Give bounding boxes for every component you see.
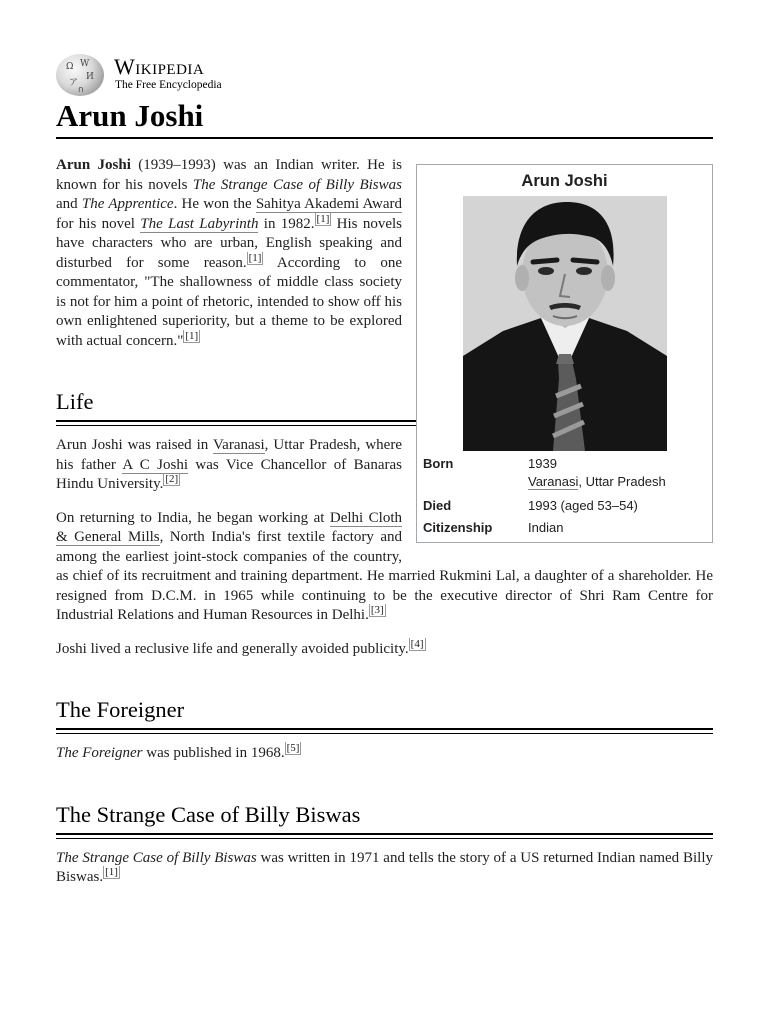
novel-link[interactable]: The Last Labyrinth bbox=[140, 215, 259, 232]
reference-link[interactable]: [1] bbox=[316, 212, 330, 225]
infobox bbox=[416, 164, 713, 543]
article-body bbox=[56, 156, 713, 902]
intro-text: in 1982. bbox=[258, 215, 315, 232]
dcm-link[interactable]: Delhi Cloth & General Mills bbox=[56, 509, 402, 545]
section-heading-life: Life bbox=[56, 389, 94, 414]
life-text: On returning to India, he began working at bbox=[56, 509, 330, 526]
varanasi-link[interactable]: Varanasi bbox=[213, 437, 265, 453]
life-text: Arun Joshi was raised in bbox=[56, 437, 213, 453]
wikipedia-wordmark: Wikipedia bbox=[114, 54, 205, 79]
portrait-photo[interactable] bbox=[463, 196, 667, 451]
infobox-row-citizenship bbox=[423, 519, 706, 537]
intro-text: . He won the bbox=[173, 196, 256, 212]
intro-text: (1939–1993) was an Indian writer. He is known for his novels bbox=[56, 157, 402, 193]
reference-link[interactable]: [1] bbox=[248, 251, 262, 264]
reference-link[interactable]: [1] bbox=[185, 329, 199, 342]
section-rule bbox=[56, 728, 713, 734]
life-text: Joshi lived a reclusive life and generally avoided publicity. bbox=[56, 640, 409, 657]
born-year: 1939 bbox=[528, 456, 557, 471]
novel-title: The Strange Case of Billy Biswas bbox=[56, 849, 257, 866]
portrait-image bbox=[463, 196, 667, 451]
intro-text: and bbox=[56, 196, 82, 212]
infobox-title: Arun Joshi bbox=[521, 172, 608, 190]
born-place-link[interactable]: Varanasi bbox=[528, 474, 579, 489]
infobox-row-born bbox=[423, 455, 706, 491]
wikipedia-logo[interactable] bbox=[56, 54, 256, 98]
intro-text: According to one commentator, "The shallowness of middle class society is not for him a point of rhetoric, intended to show off his own enlightened superiority, but a theme to be explored with actual concern." bbox=[56, 254, 402, 349]
infobox-label-died: Died bbox=[423, 498, 452, 513]
infobox-value-citizenship: Indian bbox=[528, 520, 564, 535]
infobox-row-died bbox=[423, 497, 706, 515]
billy-biswas-text: was written in 1971 and tells the story of a US returned Indian named Billy Biswas. bbox=[56, 849, 713, 885]
novel-title: The Strange Case of Billy Biswas bbox=[192, 176, 402, 193]
reference-link[interactable]: [3] bbox=[370, 604, 384, 616]
life-text: was Vice Chancellor of Banaras Hindu University. bbox=[56, 456, 402, 492]
reference-link[interactable]: [1] bbox=[105, 866, 118, 878]
foreigner-text: was published in 1968. bbox=[142, 745, 285, 761]
intro-text: for his novel bbox=[56, 215, 141, 232]
section-heading-billy-biswas: The Strange Case of Billy Biswas bbox=[56, 801, 361, 827]
life-paragraph-3 bbox=[56, 637, 713, 660]
intro-subject: Arun Joshi bbox=[56, 157, 131, 173]
award-link[interactable]: Sahitya Akademi Award bbox=[255, 196, 402, 212]
life-text: , Uttar Pradesh, where his father bbox=[56, 437, 402, 473]
father-link[interactable]: A C Joshi bbox=[122, 456, 189, 473]
section-heading-foreigner: The Foreigner bbox=[56, 697, 185, 722]
infobox-label-born: Born bbox=[423, 456, 454, 471]
section-rule bbox=[56, 833, 713, 839]
born-place-rest: , Uttar Pradesh bbox=[578, 474, 666, 489]
reference-link[interactable]: [5] bbox=[286, 742, 300, 754]
infobox-value-born bbox=[528, 455, 706, 491]
foreigner-paragraph bbox=[56, 744, 713, 764]
intro-text: His novels have characters who are urban, English speaking and disturbed for some reason. bbox=[56, 215, 403, 271]
reference-link[interactable]: [2] bbox=[165, 473, 179, 485]
wikipedia-tagline: The Free Encyclopedia bbox=[115, 79, 222, 91]
infobox-value-died: 1993 (aged 53–54) bbox=[528, 498, 638, 513]
billy-biswas-paragraph bbox=[56, 849, 713, 888]
page-title: Arun Joshi bbox=[56, 96, 713, 139]
life-text: , North India's first textile factory and among the earliest joint-stock companies of the country, as chief of its recruitment and training department. He married Rukmini Lal, a daughter of a shareholder. He resigned from D.C.M. in 1965 while continuing to be the executive director of Shri Ram Centre for Industrial Relations and Human Resources in Delhi. bbox=[56, 529, 713, 623]
novel-title: The Apprentice bbox=[81, 196, 174, 212]
infobox-label-citizenship: Citizenship bbox=[423, 520, 493, 535]
globe-icon: Ω W И ア ก bbox=[56, 54, 104, 96]
novel-title: The Foreigner bbox=[56, 745, 143, 761]
reference-link[interactable]: [4] bbox=[410, 637, 424, 650]
